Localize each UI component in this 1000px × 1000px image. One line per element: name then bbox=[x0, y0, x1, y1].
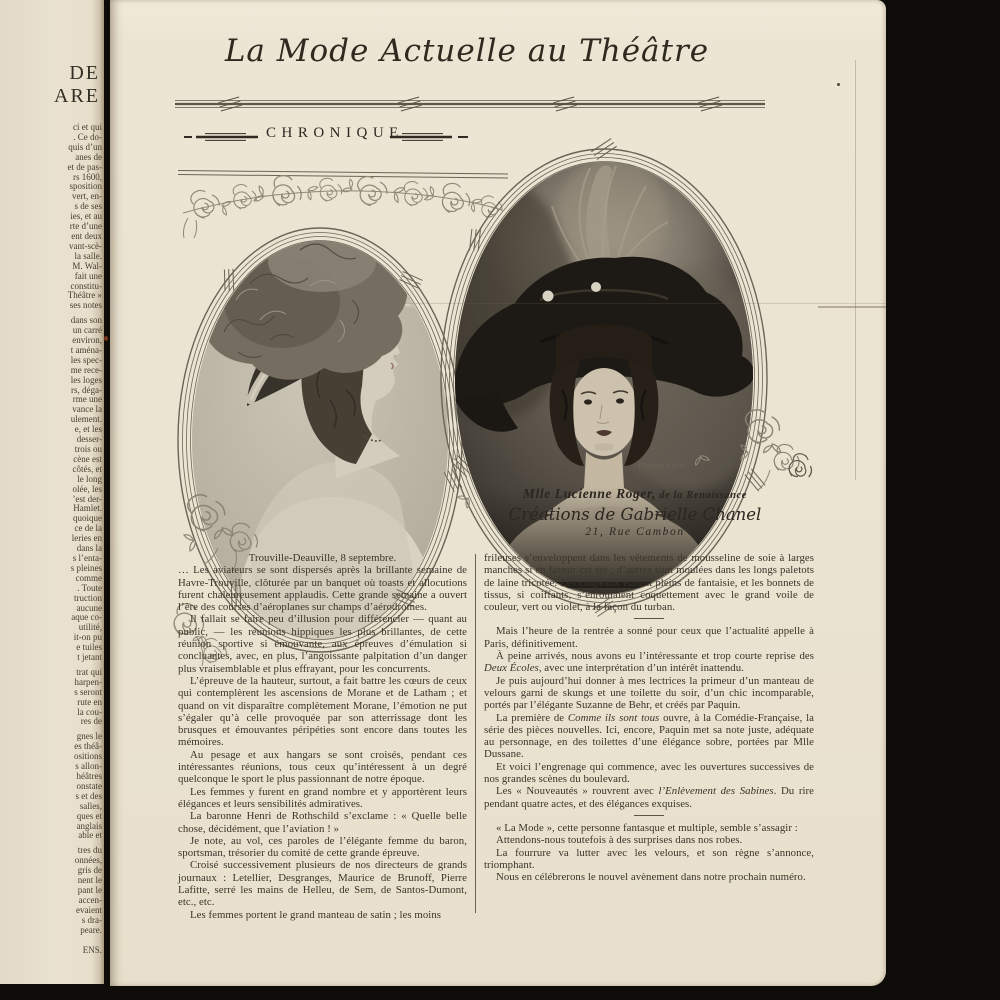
fragment-line: gris de bbox=[77, 865, 102, 876]
fragment-line: accen- bbox=[78, 894, 102, 905]
fragment-line: comme bbox=[75, 572, 102, 583]
fragment-line: s allon- bbox=[75, 761, 102, 772]
fragment-line: gnes le bbox=[76, 731, 102, 742]
fragment-line: environ, bbox=[72, 335, 102, 346]
fragment-line: it-on pu bbox=[73, 632, 102, 643]
fragment-line: la cou- bbox=[77, 706, 102, 717]
paragraph: L’épreuve de la hauteur, surtout, a fait battre les cœurs de ceux qui contemplèrent les ascensions de Morane et de Latham ; et quand on vit disparaître complètement Morane, l’émotion ne put s’égaler qu’à celle provoquée par son atterrissage dont les brusques et émouvantes péripéties sont encore dans toutes les mémoires. bbox=[178, 674, 467, 749]
previous-page-text-fragments bbox=[0, 123, 104, 955]
photo-credit: Photos Félix bbox=[638, 460, 686, 470]
paragraph: Je puis aujourd’hui donner à mes lectrices la primeur d’un manteau de velours garni de skungs et une toilette du soir, d’un chic incomparable, portés par l’élégante Suzanne de Behr, et créés par Paquin. bbox=[484, 674, 814, 712]
fragment-line: tres du bbox=[77, 845, 102, 856]
fragment-line: rute en bbox=[77, 696, 102, 707]
paragraph: Je note, au vol, ces paroles de l’élégante femme du baron, sportsman, trésorier du comité de cette grande épreuve. bbox=[178, 834, 467, 860]
red-speck bbox=[104, 336, 108, 341]
fragment-line: t aména- bbox=[70, 344, 102, 355]
fragment-line: s pleines bbox=[70, 562, 102, 573]
previous-page-heading-fragment bbox=[0, 0, 104, 108]
article-column-right bbox=[484, 552, 814, 921]
caption-name-suffix: de la Renaissance bbox=[656, 490, 748, 501]
fragment-line: s de ses bbox=[74, 201, 102, 212]
fragment-group bbox=[0, 732, 102, 841]
previous-page-edge bbox=[0, 0, 104, 984]
fragment-line: héâtres bbox=[76, 771, 102, 781]
fragment-group bbox=[0, 668, 102, 727]
scan-crease-vertical bbox=[855, 60, 856, 480]
fragment-line: onstate bbox=[76, 780, 102, 791]
dust-speck bbox=[837, 83, 840, 86]
fragment-line: ce de la bbox=[74, 523, 102, 534]
fragment-line: Hamlet. bbox=[73, 503, 102, 514]
fragment-line: e tuiles bbox=[76, 642, 102, 653]
paragraph: La fourrure va lutter avec les velours, et son règne s’annonce, triomphant. bbox=[484, 846, 814, 871]
fragment-line: Théâtre » bbox=[67, 290, 102, 301]
fragment-line: les spec- bbox=[70, 354, 102, 365]
fragment-line: rs, déga- bbox=[71, 384, 102, 395]
paragraph: La baronne Henri de Rothschild s’exclame : « Quelle belle chose, décidément, que l’aviation ! » bbox=[178, 810, 467, 835]
fragment-line: rme une bbox=[72, 394, 102, 405]
fragment-line: ositions bbox=[73, 751, 102, 762]
fragment-line: ent deux bbox=[71, 230, 102, 241]
fragment-line: e, et les bbox=[74, 424, 102, 435]
garland-rail bbox=[178, 171, 508, 179]
fragment-line: ses notes bbox=[69, 300, 102, 311]
fragment-line: s seront bbox=[74, 686, 102, 697]
fragment-line: s l’enta- bbox=[72, 552, 102, 563]
paragraph: Mais l’heure de la rentrée a sonné pour ceux que l’actualité appelle à Paris, définitivement. bbox=[484, 625, 814, 650]
paragraph: frileuses s’enveloppent dans les vêtements de mousseline de soie à larges manches si en faveur cet été ; d’autres sont moulées dans les longs paletots de laine tricotée. Les chapeaux étaient pleins de fantaisie, et les bonnets de tissus, si coiffants, s’enroulaient coquettement avec le grand voile de couleur, vert ou violet, à la façon du turban. bbox=[484, 552, 814, 614]
text-divider bbox=[634, 815, 664, 816]
fragment-line: desser- bbox=[76, 434, 102, 445]
fragment-group bbox=[0, 846, 102, 935]
section-heading: CHRONIQUE bbox=[266, 125, 404, 141]
fragment-line: trois ou bbox=[74, 444, 102, 454]
fragment-line: sposition bbox=[69, 181, 102, 192]
fragment-line: anes de bbox=[75, 151, 102, 162]
paragraph: Nous en célébrerons le nouvel avènement dans notre prochain numéro. bbox=[496, 871, 806, 884]
fragment-line: le long bbox=[77, 473, 102, 484]
fragment-line: rs 1600, bbox=[73, 171, 102, 182]
fragment-line: fait une bbox=[74, 270, 102, 281]
fragment-line: côtés, et bbox=[72, 463, 102, 474]
paragraph: Et voici l’engrenage qui commence, avec les ouvertures successives de nos grandes scènes du boulevard. bbox=[484, 760, 814, 786]
caption-address: 21, Rue Cambon bbox=[585, 526, 685, 538]
paragraph: La première de Comme ils sont tous ouvre, à la Comédie-Française, la série des pièces nouvelles. Ici, encore, Paquin met sa note juste, adéquate au personnage, en des toilettes d’une élégance sobre, portées par Mlle Dussane. bbox=[484, 711, 815, 761]
fragment-line: ci et qui bbox=[73, 122, 102, 132]
fragment-line: pant le bbox=[77, 884, 102, 895]
fragment-line: les loges bbox=[70, 374, 102, 385]
fragment-line: nent le bbox=[77, 875, 102, 886]
fragment-line: . Ce do- bbox=[73, 131, 102, 142]
paragraph: Les femmes portent le grand manteau de satin ; les moins bbox=[190, 908, 442, 921]
fragment-line: s et des bbox=[75, 790, 102, 801]
fragment-line: rte d’une bbox=[69, 221, 102, 232]
paragraph: Croisé successivement plusieurs de nos directeurs de grands journaux : Letellier, Desgranges, Maurice de Brunoff, Pierre Lafitte, serré les mains de Helleu, de Sem, de Santos-Dumont, etc., etc. bbox=[178, 859, 467, 909]
fragment-line: et de pas- bbox=[67, 161, 102, 172]
fragment-line: me rece- bbox=[70, 364, 102, 375]
fragment-line: ENS. bbox=[82, 944, 102, 955]
paragraph: Au pesage et aux hangars se sont croisés, pendant ces intéressantes réunions, tous ceux qu’intéressent à un degré quelconque le sport le plus passionnant de notre époque. bbox=[178, 748, 467, 786]
dateline: Trouville-Deauville, 8 septembre. bbox=[248, 552, 397, 564]
article-column-left bbox=[178, 552, 467, 921]
scan-crease-horizontal bbox=[285, 303, 886, 304]
fragment-line: quis d’un bbox=[68, 141, 102, 152]
fragment-group bbox=[0, 316, 102, 663]
paragraph: Il fallait se faire peu d’illusion pour différencier — quant au public, — les réunions hippiques les plus brillantes, de cette réunion sportive si émouvante, aux épreuves d’émulation si concluantes, avec, en plus, l’angoissante palpitation d’un danger plus vraisemblable et plus effrayant, pour les concurrents. bbox=[178, 613, 467, 675]
fragment-group bbox=[0, 123, 102, 311]
fragment-group bbox=[0, 946, 102, 956]
fragment-line: un carré bbox=[72, 325, 102, 336]
fragment-line: t jetant bbox=[77, 652, 102, 663]
scan-crease-smudge bbox=[818, 306, 886, 308]
fragment-line: olée, les bbox=[72, 483, 102, 494]
fragment-line: utilité, bbox=[78, 622, 102, 633]
fragment-line: vant-scè- bbox=[69, 240, 102, 251]
fragment-line: salles, bbox=[79, 800, 102, 811]
fragment-line: trat qui bbox=[76, 666, 102, 677]
text-divider bbox=[634, 618, 664, 619]
article-columns bbox=[178, 552, 814, 921]
fragment-line: ’est der- bbox=[72, 493, 102, 504]
fragment-line: vance la bbox=[72, 404, 102, 415]
fragment-line: peare. bbox=[80, 924, 102, 935]
paragraph: Attendons-nous toutefois à des surprises dans nos robes. bbox=[496, 834, 743, 847]
fragment-line: aucune bbox=[76, 602, 102, 613]
fragment-line: vert, en- bbox=[72, 191, 102, 202]
column-divider-rule bbox=[475, 554, 476, 913]
fragment-line: dans la bbox=[76, 543, 102, 554]
fragment-line: truction bbox=[74, 592, 102, 603]
paragraph: À peine arrivés, nous avons eu l’intéressante et trop courte reprise des Deux Écoles, avec une interprétation d’un intérêt inattendu. bbox=[484, 650, 814, 675]
fragment-line: ulement. bbox=[70, 414, 102, 425]
fragment-line: es théâ- bbox=[74, 741, 102, 752]
ornamental-rule bbox=[175, 101, 765, 108]
magazine-page bbox=[110, 0, 886, 986]
fragment-line: leries en bbox=[71, 533, 102, 544]
fragment-line: s dra- bbox=[81, 914, 102, 925]
fragment-line: evaient bbox=[76, 904, 102, 915]
photo-caption bbox=[435, 486, 835, 538]
heading-fragment-line: ARE bbox=[54, 85, 100, 107]
rose-garland bbox=[183, 174, 502, 238]
fragment-line: quoique bbox=[73, 513, 102, 524]
paragraph: « La Mode », cette personne fantasque et multiple, semble s’assagir : bbox=[496, 821, 798, 834]
fragment-line: ques et bbox=[76, 810, 102, 821]
heading-fragment-line: DE bbox=[69, 62, 100, 84]
fragment-line: onnées, bbox=[74, 855, 102, 866]
fragment-line: aque co- bbox=[71, 612, 102, 623]
fragment-line: dans son bbox=[70, 315, 102, 326]
fragment-line: anglais bbox=[76, 820, 102, 831]
caption-name: Mlle Lucienne Roger, de la Renaissance bbox=[522, 486, 748, 501]
paragraph: Les femmes y furent en grand nombre et y apportèrent leurs élégances et leurs sensibilités admiratives. bbox=[178, 785, 467, 810]
fragment-line: M. Wal- bbox=[72, 260, 102, 271]
page-title: La Mode Actuelle au Théâtre bbox=[224, 33, 710, 69]
fragment-line: la salle. bbox=[74, 250, 102, 261]
fragment-line: harpen- bbox=[74, 676, 102, 687]
fragment-line: cène est bbox=[73, 453, 102, 464]
fragment-line: able et bbox=[78, 830, 102, 841]
fragment-line: ies, et au bbox=[70, 211, 102, 222]
fragment-line: constitu- bbox=[70, 280, 102, 291]
fragment-line: res de bbox=[80, 716, 102, 727]
fragment-line: . Toute bbox=[77, 582, 102, 593]
caption-creations: Créations de Gabrielle Chanel bbox=[508, 505, 762, 524]
paragraph: Les « Nouveautés » rouvrent avec l’Enlèvement des Sabines. Du rire pendant quatre actes, et des élégances exquises. bbox=[484, 785, 815, 810]
paragraph: … Les aviateurs se sont dispersés après la brillante semaine de Havre-Trouville, clôturée par un banquet où toasts et allocutions furent chaleureusement applaudis. Cette grande semaine a ouvert l’ère des courses d’aéroplanes sur champs d’aérodromes. bbox=[178, 564, 467, 614]
